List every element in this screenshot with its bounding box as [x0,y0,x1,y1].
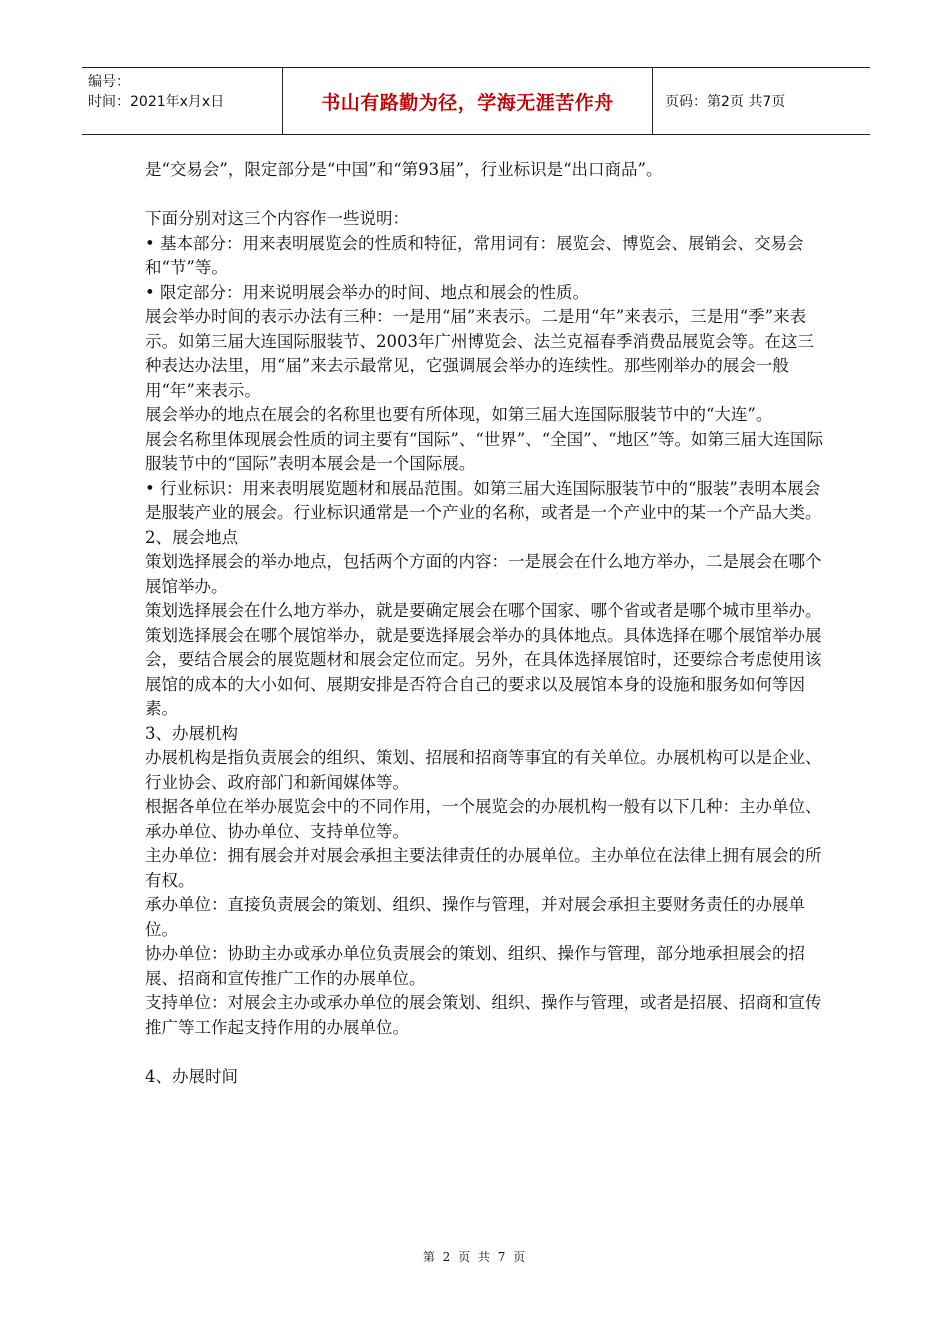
body-paragraph: • 限定部分：用来说明展会举办的时间、地点和展会的性质。 [145,282,589,302]
body-paragraph: 展会举办的地点在展会的名称里也要有所体现，如第三届大连国际服装节中的“大连”。 [145,405,773,424]
document-time-label: 时间：2021年x月x日 [88,94,225,110]
body-paragraph: 主办单位：拥有展会并对展会承担主要法律责任的办展单位。主办单位在法律上拥有展会的所有权。 [145,846,822,890]
blank-line [145,1040,825,1065]
body-paragraph: 是“交易会”，限定部分是“中国”和“第93届”，行业标识是“出口商品”。 [145,160,663,179]
blank-line [145,183,825,208]
document-code-label: 编号： [88,74,130,90]
body-paragraph: 根据各单位在举办展览会中的不同作用，一个展览会的办展机构一般有以下几种：主办单位、承办单位、协办单位、支持单位等。 [145,797,822,841]
body-paragraph: 3、办展机构 [145,723,238,743]
body-paragraph: 支持单位：对展会主办或承办单位的展会策划、组织、操作与管理，或者是招展、招商和宣传推广等工作起支持作用的办展单位。 [145,993,822,1037]
body-paragraph: 承办单位：直接负责展会的策划、组织、操作与管理，并对展会承担主要财务责任的办展单位。 [145,895,805,939]
body-paragraph: 4、办展时间 [145,1066,238,1086]
body-paragraph: 2、展会地点 [145,527,238,547]
header-page-cell [653,68,870,134]
body-paragraph: 办展机构是指负责展会的组织、策划、招展和招商等事宜的有关单位。办展机构可以是企业、行业协会、政府部门和新闻媒体等。 [145,748,822,792]
body-paragraph: 策划选择展会在哪个展馆举办，就是要选择展会举办的具体地点。具体选择在哪个展馆举办展会，要结合展会的展览题材和展会定位而定。另外，在具体选择展馆时，还要综合考虑使用该展馆的成本的大小如何、展期安排是否符合自己的要求以及展馆本身的设施和服务如何等因素。 [145,625,822,718]
body-paragraph: • 行业标识：用来表明展览题材和展品范围。如第三届大连国际服装节中的“服装”表明本展会是服装产业的展会。行业标识通常是一个产业的名称，或者是一个产业中的某一个产品大类。 [145,478,822,522]
body-paragraph: 策划选择展会在什么地方举办，就是要确定展会在哪个国家、哪个省或者是哪个城市里举办。 [145,601,822,620]
body-paragraph: 展会举办时间的表示办法有三种：一是用“届”来表示。二是用“年”来表示，三是用“季”来表示。如第三届大连国际服装节、2003年广州博览会、法兰克福春季消费品展览会等。在这三种表达办法里，用“届”来去示最常见，它强调展会举办的连续性。那些刚举办的展会一般用“年”来表示。 [145,307,814,400]
header-meta [82,68,283,134]
page-footer: 第 2 页 共 7 页 [422,1250,528,1264]
header-motto-cell [283,68,653,134]
document-body [145,158,825,1089]
header-motto: 书山有路勤为径，学海无涯苦作舟 [321,91,614,114]
body-paragraph: 策划选择展会的举办地点，包括两个方面的内容：一是展会在什么地方举办，二是展会在哪个展馆举办。 [145,552,822,596]
body-paragraph: 展会名称里体现展会性质的词主要有“国际”、“世界”、“全国”、“地区”等。如第三届大连国际服装节中的“国际”表明本展会是一个国际展。 [145,429,823,473]
body-paragraph: 下面分别对这三个内容作一些说明： [145,209,409,228]
body-paragraph: • 基本部分：用来表明展览会的性质和特征，常用词有：展览会、博览会、展销会、交易会和“节”等。 [145,233,804,277]
body-paragraph: 协办单位：协助主办或承办单位负责展会的策划、组织、操作与管理，部分地承担展会的招展、招商和宣传推广工作的办展单位。 [145,944,805,988]
page-header [82,67,870,135]
header-page-label: 页码：第2页 共7页 [665,94,786,110]
